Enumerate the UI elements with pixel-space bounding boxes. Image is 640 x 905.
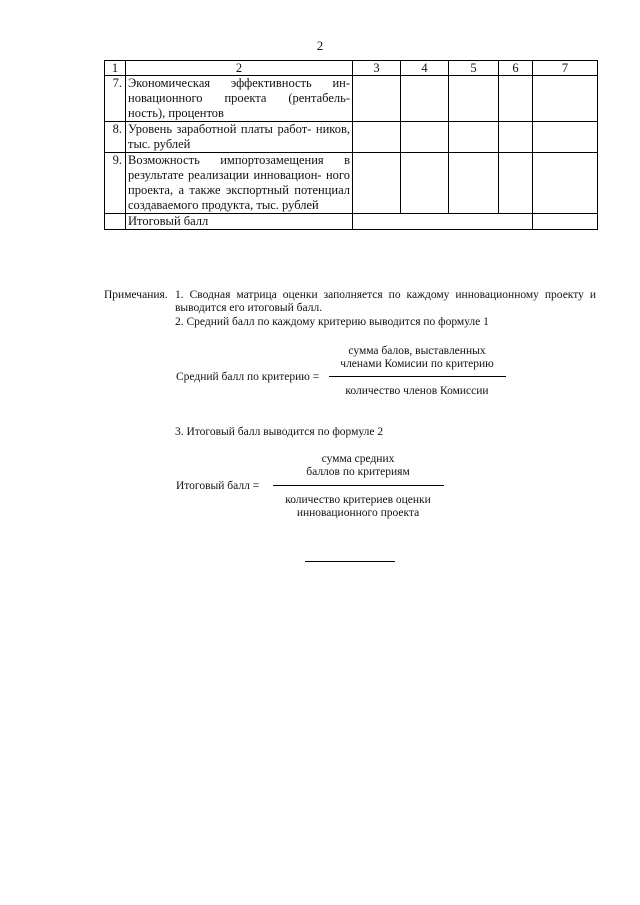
formula-text: количество членов Комиссии xyxy=(345,385,489,397)
formula-text: баллов по критериям xyxy=(306,466,410,478)
criterion-text: результате реализации инновацион- xyxy=(128,168,322,182)
formula-2-lhs: Итоговый балл = xyxy=(176,480,260,492)
score-cell xyxy=(499,153,533,214)
criterion-text: новационного проекта (рентабель- xyxy=(128,91,350,105)
criterion-text: Экономическая эффективность ин- xyxy=(128,76,350,90)
page-number: 2 xyxy=(316,38,324,53)
table-row xyxy=(105,122,598,153)
table-row xyxy=(105,76,598,122)
table-row-total xyxy=(105,214,598,230)
table-row xyxy=(105,153,598,214)
formula-text: сумма средних xyxy=(321,453,395,465)
criterion-text: ность), процентов xyxy=(128,106,224,120)
score-cell xyxy=(533,76,598,122)
score-cell xyxy=(401,76,449,122)
score-cell xyxy=(449,122,499,153)
table-header-cell: 7 xyxy=(533,61,598,76)
score-cell xyxy=(353,76,401,122)
criterion-text: тыс. рублей xyxy=(256,198,319,212)
formula-text: сумма балов, выставленных xyxy=(348,345,486,357)
note-2: 2. Средний балл по каждому критерию выводится по формуле 1 xyxy=(175,316,489,328)
formula-text: членами Комисии по критерию xyxy=(340,358,494,370)
note-3: 3. Итоговый балл выводится по формуле 2 xyxy=(175,426,384,438)
formula-1-fraction-bar xyxy=(329,376,506,377)
table-header-cell: 3 xyxy=(353,61,401,76)
total-score-cell xyxy=(353,214,533,230)
total-label: Итоговый балл xyxy=(128,214,209,228)
table-header-cell: 4 xyxy=(401,61,449,76)
criterion-text: Возможность импортозамещения в xyxy=(128,153,350,167)
formula-text: инновационного проекта xyxy=(296,507,420,519)
total-label-cell xyxy=(126,214,353,230)
score-cell xyxy=(499,76,533,122)
formula-2-fraction-bar xyxy=(273,485,444,486)
total-score-cell xyxy=(533,214,598,230)
criterion-text: ного проекта, а также экспортный xyxy=(128,168,350,197)
end-of-document-line xyxy=(305,561,395,562)
score-cell xyxy=(401,122,449,153)
score-cell xyxy=(533,153,598,214)
row-number: 7. xyxy=(105,76,126,122)
score-cell xyxy=(353,153,401,214)
score-cell xyxy=(401,153,449,214)
score-cell xyxy=(499,122,533,153)
formula-text: количество критериев оценки xyxy=(285,494,431,506)
notes-label: Примечания. xyxy=(104,289,168,301)
criterion-cell xyxy=(126,153,353,214)
formula-1-lhs: Средний балл по критерию = xyxy=(176,371,320,383)
row-number: 9. xyxy=(105,153,126,214)
table-header-cell: 6 xyxy=(499,61,533,76)
criterion-text: потенциал создаваемого продукта, xyxy=(128,183,350,212)
formula-1-numerator xyxy=(328,345,506,371)
score-cell xyxy=(449,76,499,122)
evaluation-matrix-table xyxy=(104,60,598,230)
formula-1-denominator xyxy=(328,385,506,398)
formula-2-numerator xyxy=(272,453,444,479)
criterion-cell xyxy=(126,76,353,122)
note-1: 1. Сводная матрица оценки заполняется по каждому инновационному проекту и выводится его итоговый балл. xyxy=(175,289,596,314)
table-header-cell: 5 xyxy=(449,61,499,76)
formula-2-denominator xyxy=(272,494,444,520)
table-header-cell: 1 xyxy=(105,61,126,76)
score-cell xyxy=(353,122,401,153)
row-number: 8. xyxy=(105,122,126,153)
criterion-text: ников, тыс. рублей xyxy=(128,122,350,151)
criterion-cell xyxy=(126,122,353,153)
criterion-text: Уровень заработной платы работ- xyxy=(128,122,312,136)
score-cell xyxy=(449,153,499,214)
row-number xyxy=(105,214,126,230)
score-cell xyxy=(533,122,598,153)
table-header-row xyxy=(105,61,598,76)
table-header-cell: 2 xyxy=(126,61,353,76)
